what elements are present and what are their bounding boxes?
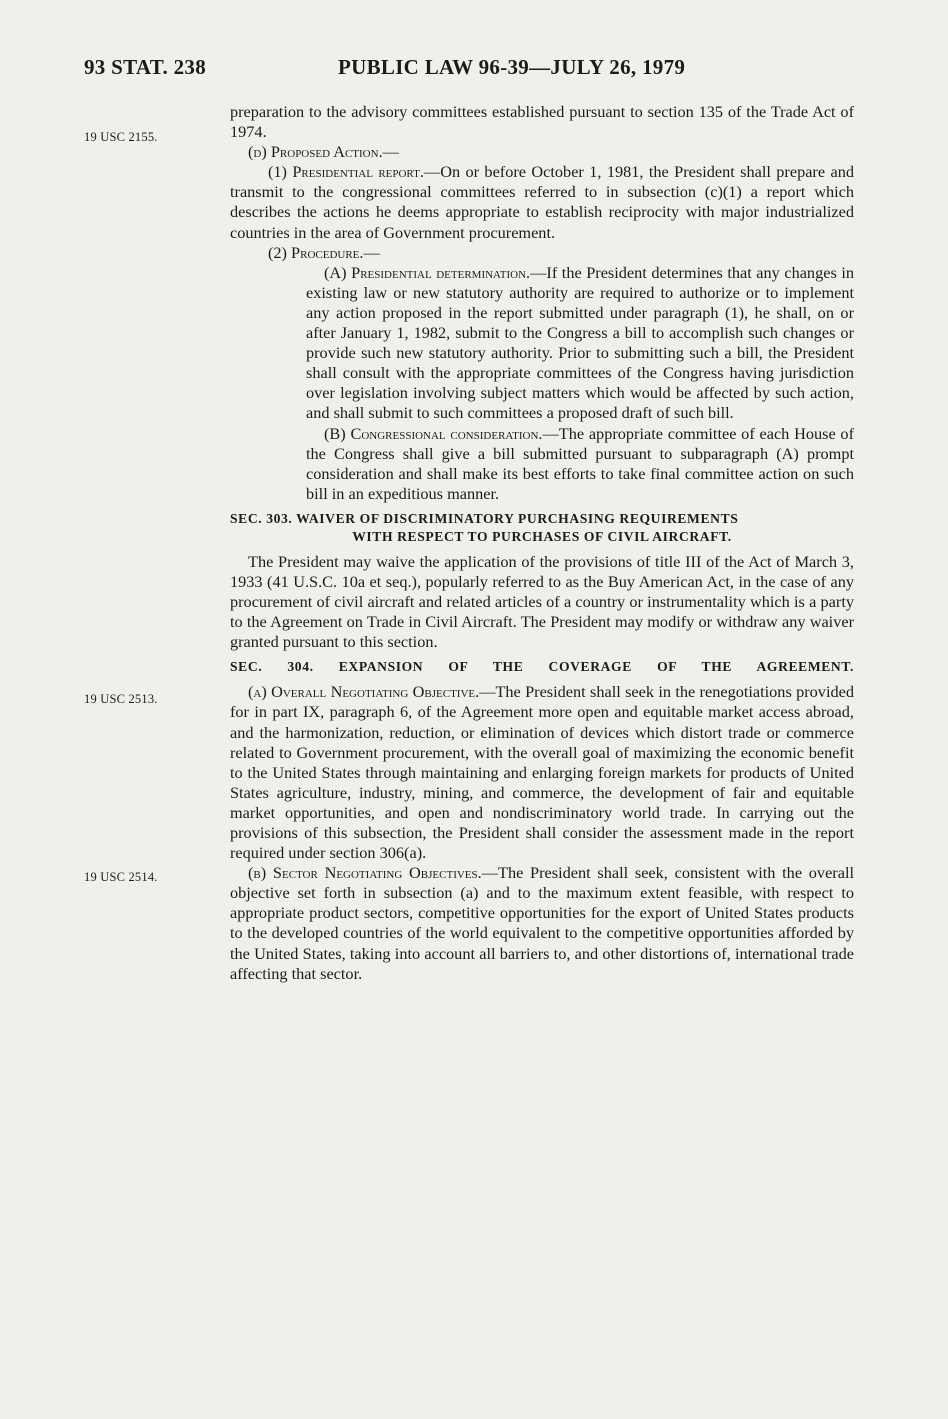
page-header <box>0 55 948 89</box>
section-303-heading-line2: WITH RESPECT TO PURCHASES OF CIVIL AIRCRAFT. <box>352 528 732 544</box>
section-303-body: The President may waive the application of the provisions of title III of the Act of March 3, 1933 (41 U.S.C. 10a et seq.), popularly referred to as the Buy American Act, in the case of any procurement of civil aircraft and related articles of a country or instrumentality which is a party to the Agreement on Trade in Civil Aircraft. The President may modify or withdraw any waiver granted pursuant to this section. <box>230 551 854 652</box>
subsection-d-heading: (d) Proposed Action.— <box>248 142 399 162</box>
subparagraph-B <box>230 424 854 504</box>
statute-page-number: 93 STAT. 238 <box>84 55 207 79</box>
section-303-heading <box>230 510 854 546</box>
subsection-b <box>230 863 854 984</box>
subparagraph-B-body: —The appropriate committee of each House of the Congress shall give a bill submitted pursuant to subparagraph (A) prompt consideration and shall make its best efforts to take final committee action on such bill in an expeditious manner. <box>306 423 854 503</box>
section-304-heading: SEC. 304. EXPANSION OF THE COVERAGE OF THE AGREEMENT. <box>230 659 854 675</box>
subparagraph-A <box>230 263 854 424</box>
document-body <box>230 102 854 984</box>
margin-citation-2155: 19 USC 2155. <box>84 130 158 144</box>
intro-paragraph: preparation to the advisory committees established pursuant to section 135 of the Trade Act of 1974. <box>230 102 854 142</box>
subsection-a <box>230 682 854 863</box>
paragraph-d1-label: (1) Presidential report. <box>268 162 424 182</box>
subsection-a-body: —The President shall seek in the renegotiations provided for in part IX, paragraph 6, of the Agreement more open and equitable market access abroad, and the harmonization, reduction, or elimination of devices which distort trade or commerce related to Government procurement, with the overall goal of maximizing the economic benefit to the United States through maintaining and enlarging foreign markets for products of United States agriculture, industry, mining, and commerce, the development of fair and equitable market opportunities, and open and nondiscriminatory world trade. In carrying out the provisions of this subsection, the President shall consider the assessment made in the report required under section 306(a). <box>230 682 854 863</box>
subparagraph-A-body: —If the President determines that any changes in existing law or new statutory authority are required to authorize or to implement any action proposed in the report submitted under paragraph (1), he shall, on or after January 1, 1982, submit to the Congress a bill to accomplish such changes or provide such new statutory authority. Prior to submitting such a bill, the President shall consult with the appropriate committees of the Congress having jurisdiction over legislation involving subject matters which would be affected by such action, and shall submit to such committees a proposed draft of such bill. <box>306 262 854 423</box>
section-303-heading-line1: SEC. 303. WAIVER OF DISCRIMINATORY PURCHASING REQUIREMENTS <box>230 510 739 526</box>
subparagraph-B-label: (B) Congressional consideration. <box>324 423 543 443</box>
subparagraph-A-label: (A) Presidential determination. <box>324 262 531 282</box>
subsection-a-label: (a) Overall Negotiating Objective. <box>248 682 480 702</box>
paragraph-d2-heading: (2) Procedure.— <box>268 242 380 262</box>
paragraph-d1 <box>230 162 854 242</box>
subsection-b-label: (b) Sector Negotiating Objectives. <box>248 863 482 883</box>
margin-citation-2514: 19 USC 2514. <box>84 870 158 884</box>
public-law-title: PUBLIC LAW 96-39—JULY 26, 1979 <box>338 55 686 79</box>
paragraph-d1-body: —On or before October 1, 1981, the President shall prepare and transmit to the congressional committees referred to in subsection (c)(1) a report which describes the actions he deems appropriate to establish reciprocity with major industrialized countries in the area of Government procurement. <box>230 162 854 242</box>
margin-citation-2513: 19 USC 2513. <box>84 692 158 706</box>
subsection-b-body: —The President shall seek, consistent with the overall objective set forth in subsection (a) and to the maximum extent feasible, with respect to appropriate product sectors, competitive opportunities for the export of United States products to the developed countries of the world equivalent to the competitive opportunities afforded by the United States, taking into account all barriers to, and other distortions of, international trade affecting that sector. <box>230 863 854 983</box>
